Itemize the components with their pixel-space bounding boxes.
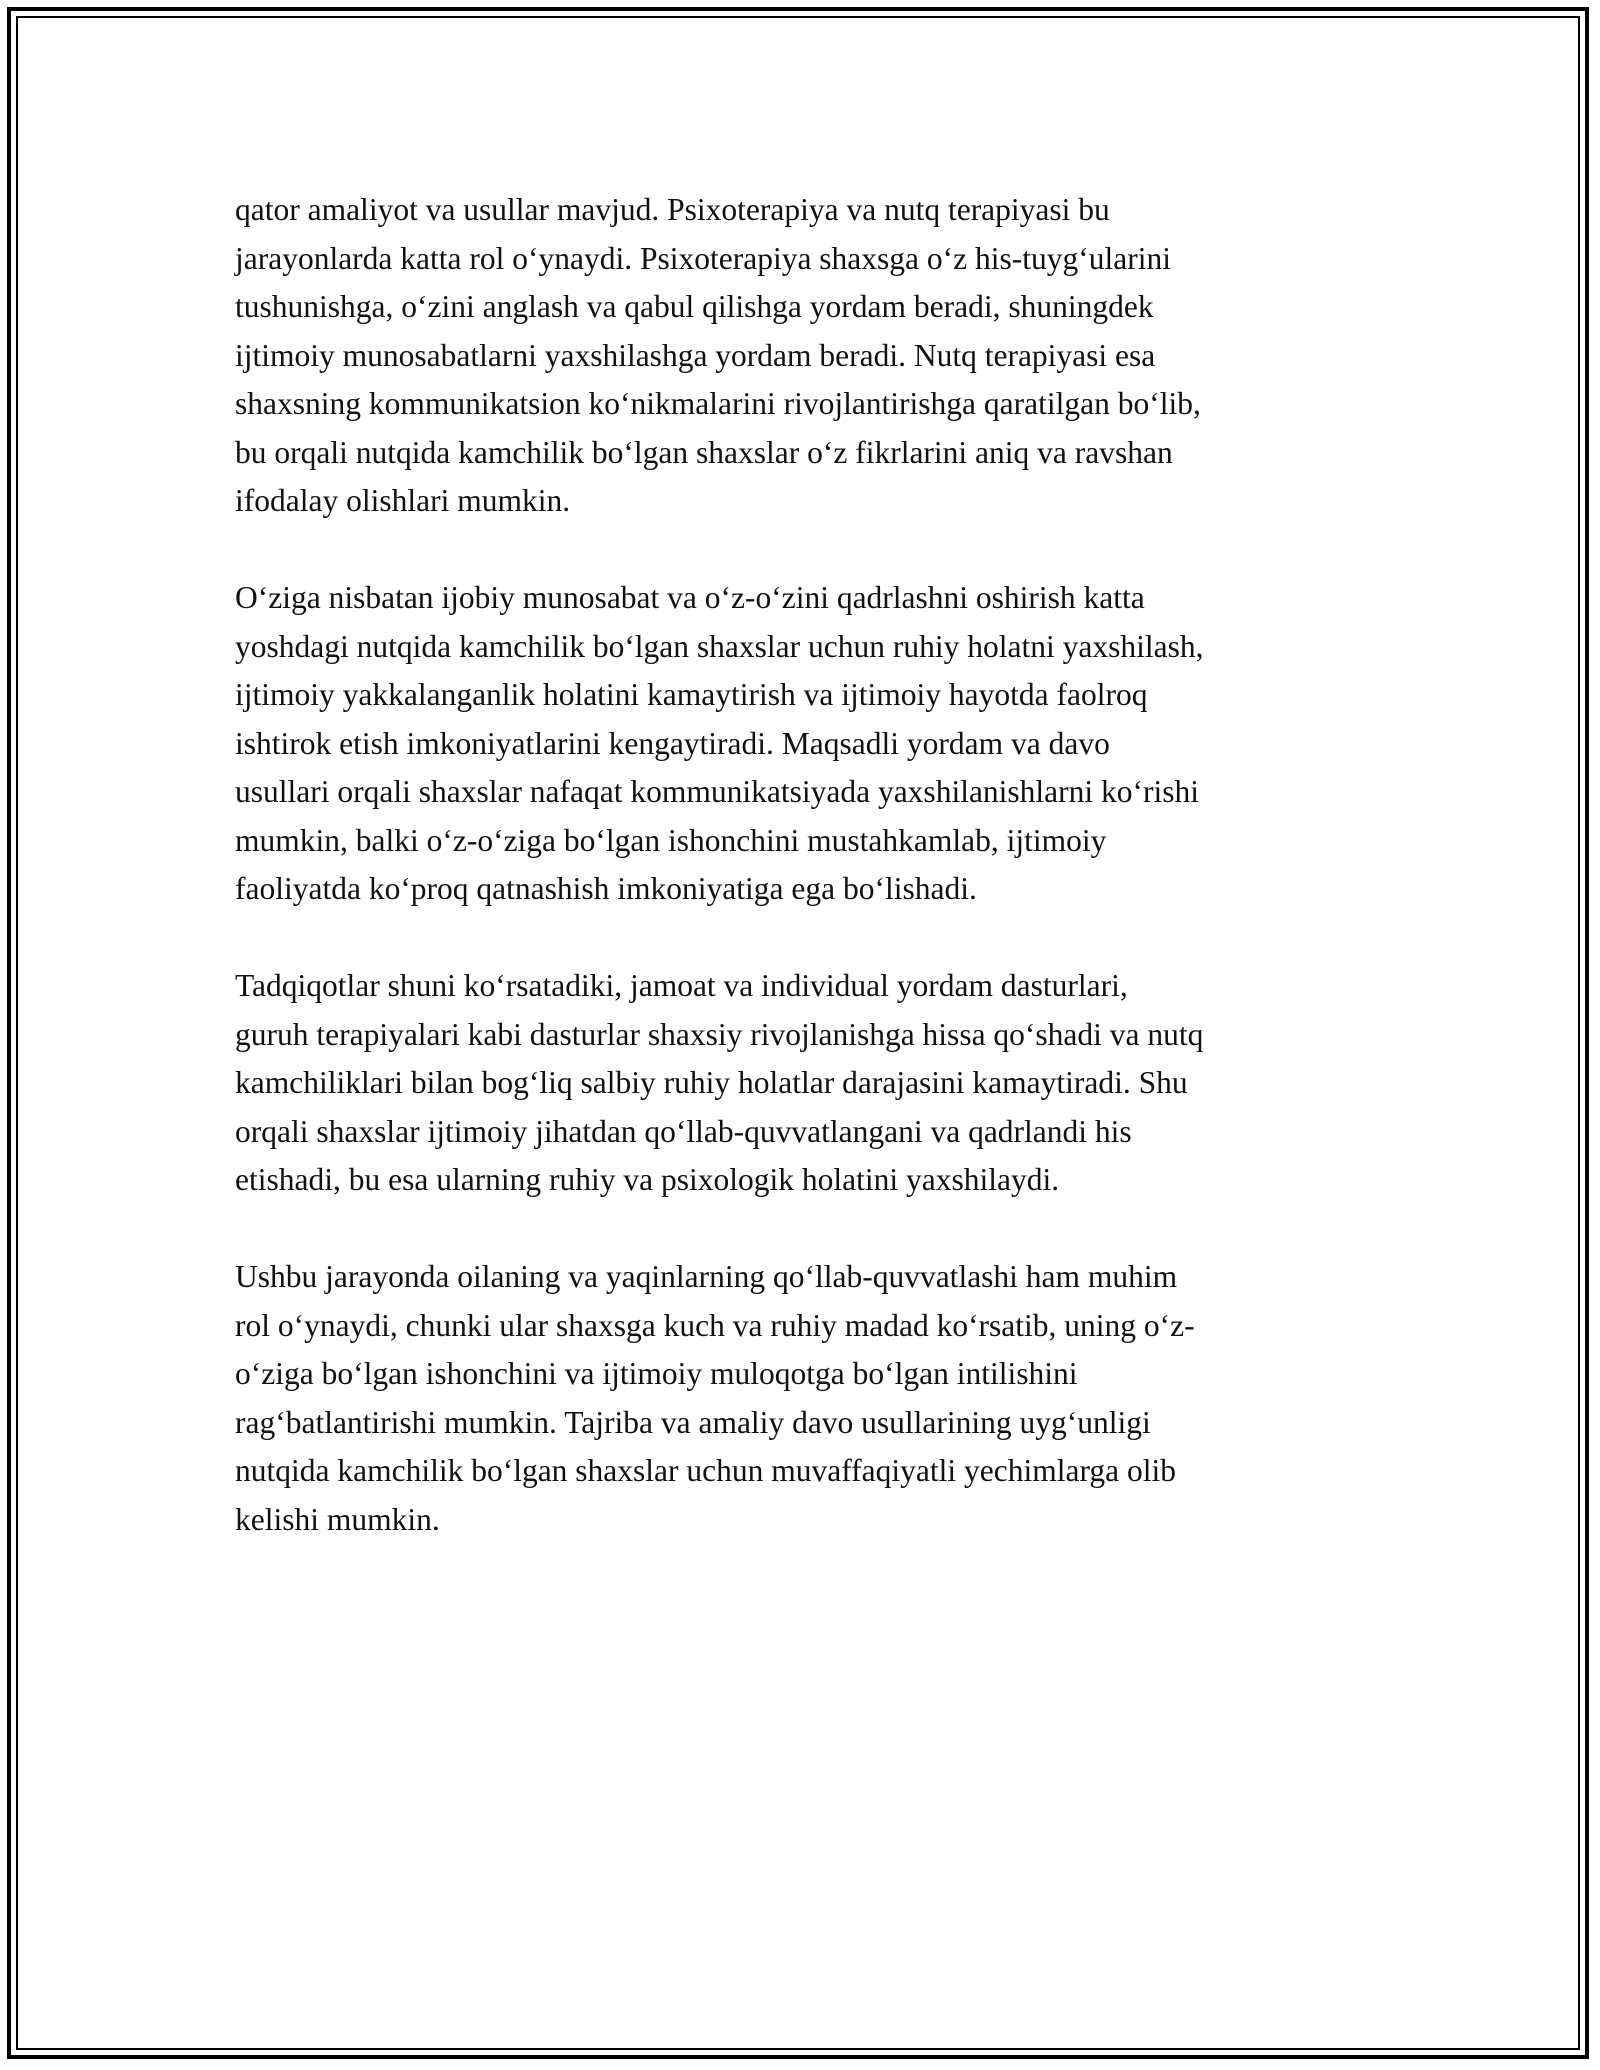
paragraph-1: qator amaliyot va usullar mavjud. Psixoterapiya va nutq terapiyasi bu jarayonlarda katta rol o‘ynaydi. Psixoterapiya shaxsga o‘z his-tuyg‘ularini tushunishga, o‘zini anglash va qabul qilishga yordam beradi, shuningdek ijtimoiy munosabatlarni yaxshilashga yordam beradi. Nutq terapiyasi esa shaxsning kommunikatsion ko‘nikmalarini rivojlantirishga qaratilgan bo‘lib, bu orqali nutqida kamchilik bo‘lgan shaxslar o‘z fikrlarini aniq va ravshan ifodalay olishlari mumkin. [235,192,1201,518]
paragraph-2: O‘ziga nisbatan ijobiy munosabat va o‘z-o‘zini qadrlashni oshirish katta yoshdagi nutqida kamchilik bo‘lgan shaxslar uchun ruhiy holatni yaxshilash, ijtimoiy yakkalanganlik holatini kamaytirish va ijtimoiy hayotda faolroq ishtirok etish imkoniyatlarini kengaytiradi. Maqsadli yordam va davo usullari orqali shaxslar nafaqat kommunikatsiyada yaxshilanishlarni ko‘rishi mumkin, balki o‘z-o‘ziga bo‘lgan ishonchini mustahkamlab, ijtimoiy faoliyatda ko‘proq qatnashish imkoniyatiga ega bo‘lishadi. [235,580,1204,906]
paragraph-4: Ushbu jarayonda oilaning va yaqinlarning qo‘llab-quvvatlashi ham muhim rol o‘ynaydi, chunki ular shaxsga kuch va ruhiy madad ko‘rsatib, uning o‘z- o‘ziga bo‘lgan ishonchini va ijtimoiy muloqotga bo‘lgan intilishini rag‘batlantirishi mumkin. Tajriba va amaliy davo usullarining uyg‘unligi nutqida kamchilik bo‘lgan shaxslar uchun muvaffaqiyatli yechimlarga olib kelishi mumkin. [235,1259,1195,1537]
document-body [235,186,1365,1593]
paragraph-3: Tadqiqotlar shuni ko‘rsatadiki, jamoat va individual yordam dasturlari, guruh terapiyalari kabi dasturlar shaxsiy rivojlanishga hissa qo‘shadi va nutq kamchiliklari bilan bog‘liq salbiy ruhiy holatlar darajasini kamaytiradi. Shu orqali shaxslar ijtimoiy jihatdan qo‘llab-quvvatlangani va qadrlandi his etishadi, bu esa ularning ruhiy va psixologik holatini yaxshilaydi. [235,968,1204,1197]
